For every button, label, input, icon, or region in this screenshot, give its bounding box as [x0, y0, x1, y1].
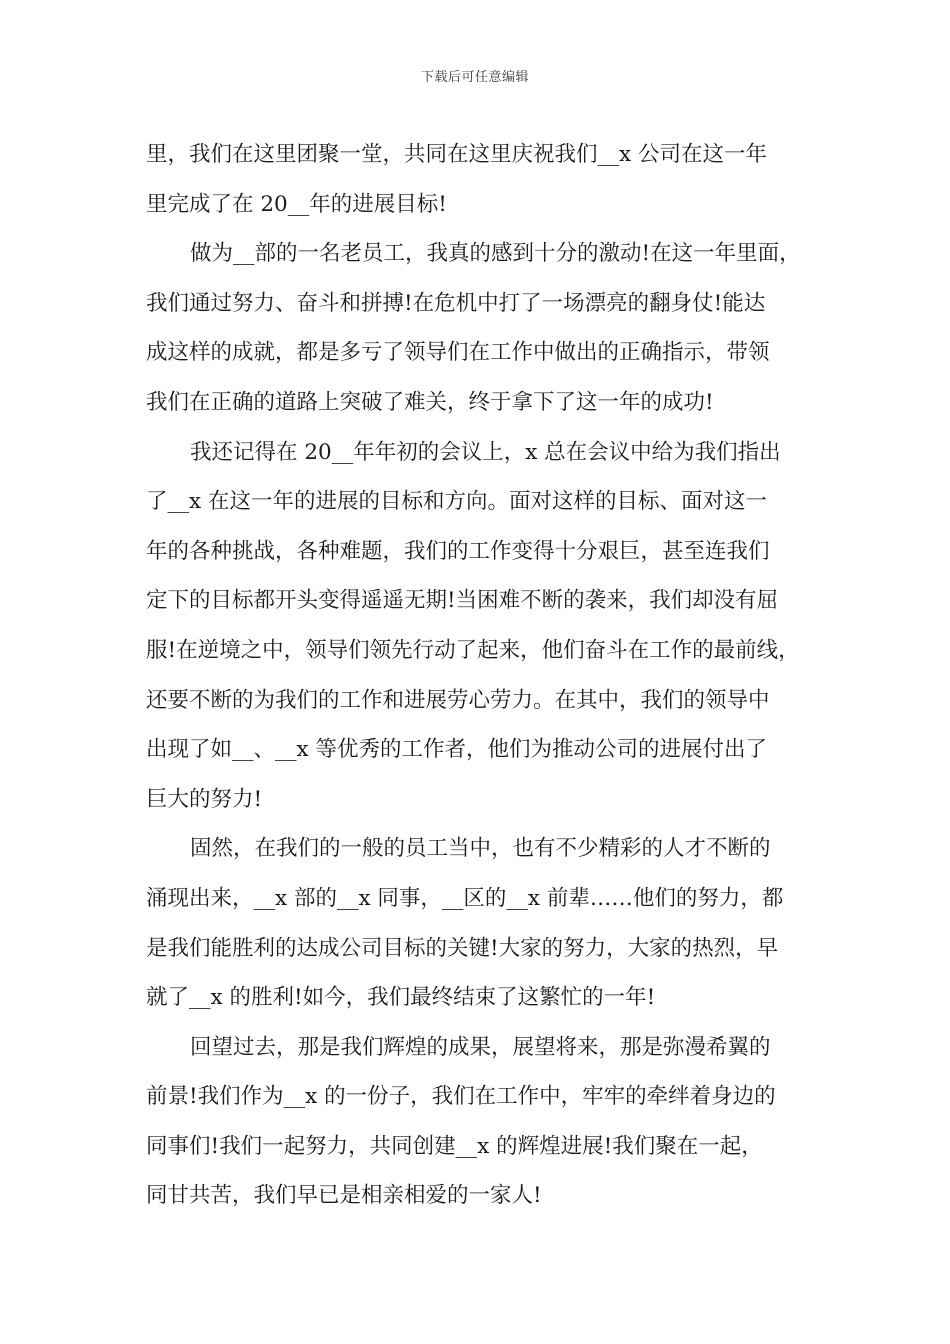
- paragraph: [146, 229, 826, 427]
- text-line: 做为__部的一名老员工，我真的感到十分的激动!在这一年里面，: [190, 241, 801, 267]
- text-line: 出现了如__、__x 等优秀的工作者，他们为推动公司的进展付出了: [146, 737, 767, 763]
- paragraph: [146, 1023, 826, 1221]
- text-line: 是我们能胜利的达成公司目标的关键!大家的努力，大家的热烈，早: [146, 935, 779, 961]
- paragraph: [146, 428, 826, 825]
- paragraph: [146, 824, 826, 1022]
- text-line: 了__x 在这一年的进展的目标和方向。面对这样的目标、面对这一: [146, 489, 767, 515]
- text-line: 里完成了在 20__年的进展目标!: [146, 191, 447, 217]
- text-line: 定下的目标都开头变得遥遥无期!当困难不断的袭来，我们却没有屈: [146, 588, 779, 614]
- text-line: 巨大的努力!: [146, 786, 263, 812]
- text-line: 年的各种挑战，各种难题，我们的工作变得十分艰巨，甚至连我们: [146, 538, 770, 564]
- text-line: 我们通过努力、奋斗和拼搏!在危机中打了一场漂亮的翻身仗!能达: [146, 290, 766, 316]
- page-header-note: 下载后可任意编辑: [420, 70, 529, 85]
- text-line: 同事们!我们一起努力，共同创建__x 的辉煌进展!我们聚在一起，: [146, 1133, 763, 1159]
- text-line: 我还记得在 20__年年初的会议上，x 总在会议中给为我们指出: [190, 439, 781, 465]
- text-line: 回望过去，那是我们辉煌的成果，展望将来，那是弥漫希翼的: [190, 1034, 771, 1060]
- text-line: 还要不断的为我们的工作和进展劳心劳力。在其中，我们的领导中: [146, 687, 770, 713]
- text-line: 涌现出来，__x 部的__x 同事，__区的__x 前辈……他们的努力，都: [146, 885, 784, 911]
- text-line: 固然，在我们的一般的员工当中，也有不少精彩的人才不断的: [190, 836, 771, 862]
- text-line: 就了__x 的胜利!如今，我们最终结束了这繁忙的一年!: [146, 985, 656, 1011]
- paragraph: [146, 130, 826, 229]
- text-line: 成这样的成就，都是多亏了领导们在工作中做出的正确指示，带领: [146, 340, 770, 366]
- text-line: 同甘共苦，我们早已是相亲相爱的一家人!: [146, 1183, 542, 1209]
- text-line: 服!在逆境之中，领导们领先行动了起来，他们奋斗在工作的最前线，: [146, 637, 800, 663]
- document-body: [146, 130, 826, 1221]
- text-line: 里，我们在这里团聚一堂，共同在这里庆祝我们__x 公司在这一年: [146, 142, 767, 167]
- text-line: 我们在正确的道路上突破了难关，终于拿下了这一年的成功!: [146, 389, 714, 415]
- text-line: 前景!我们作为__x 的一份子，我们在工作中，牢牢的牵绊着身边的: [146, 1084, 776, 1110]
